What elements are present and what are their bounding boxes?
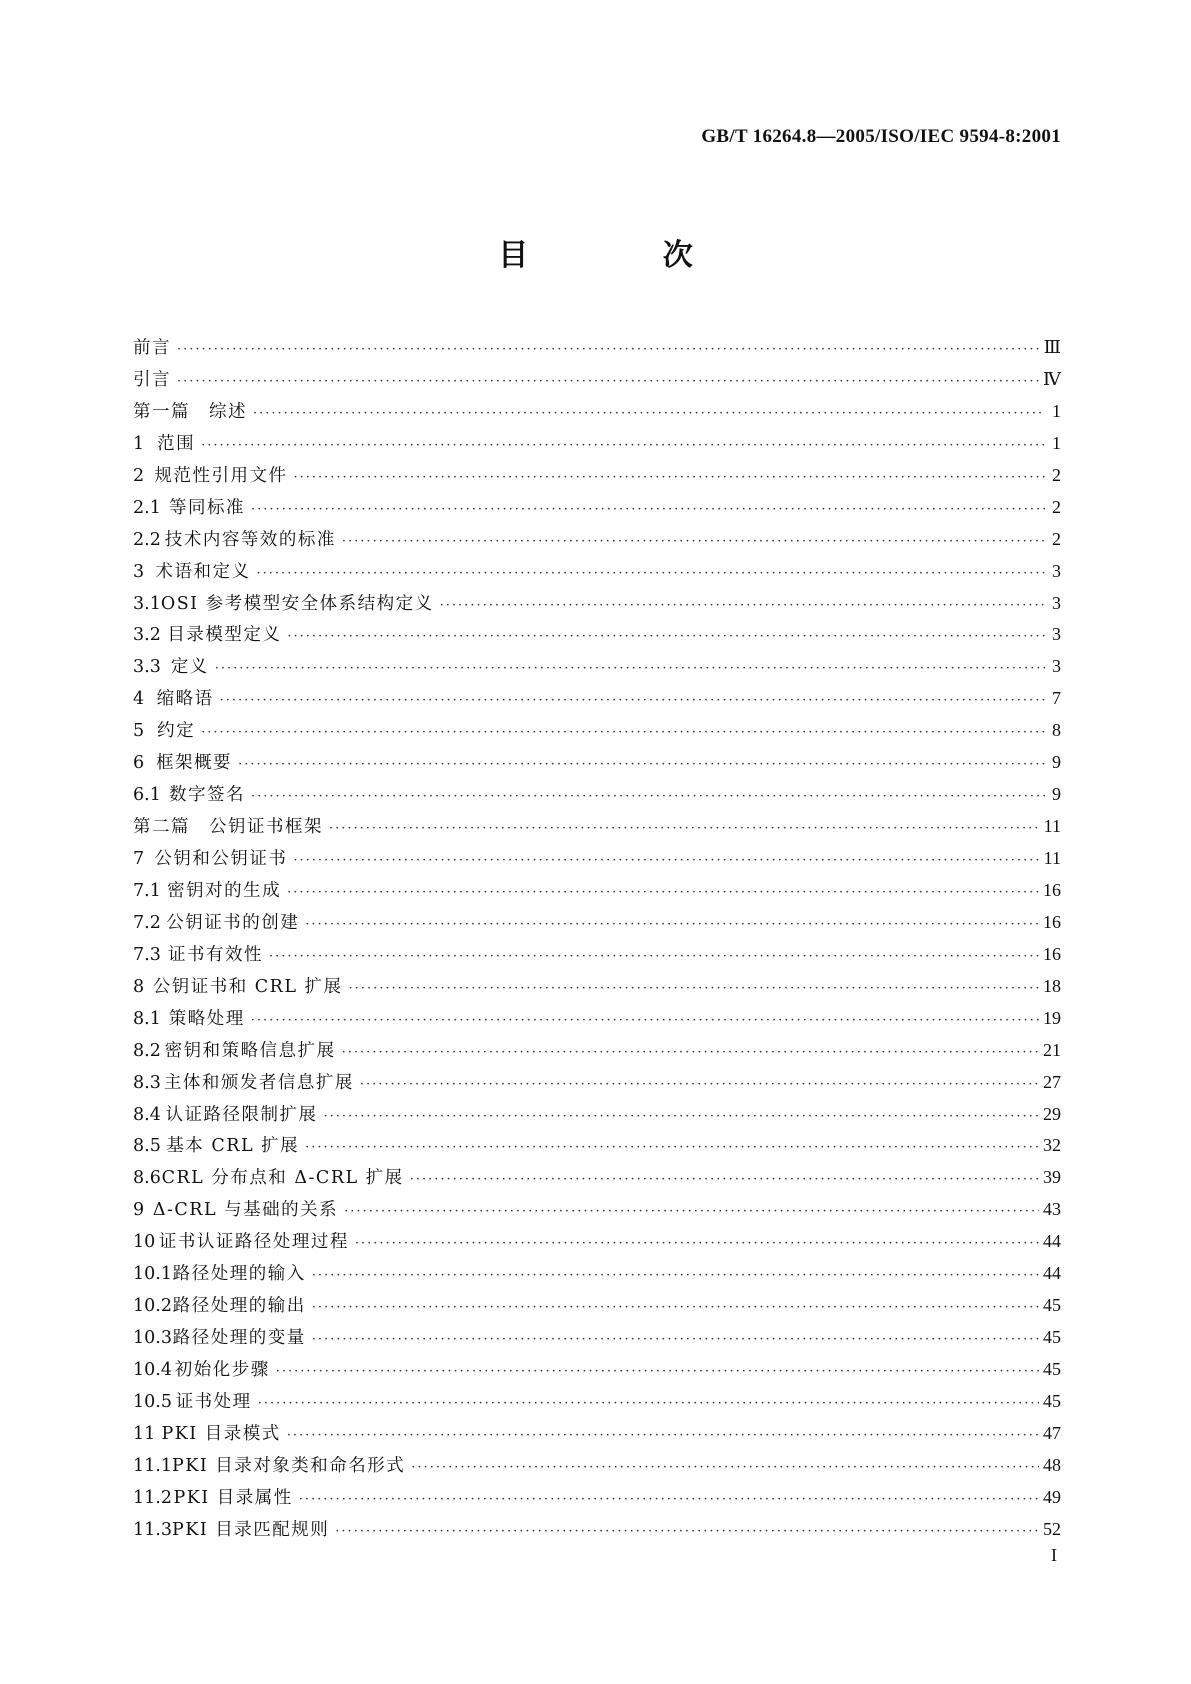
toc-leader-dots — [251, 494, 1045, 526]
toc-entry[interactable] — [133, 747, 1061, 779]
toc-entry-number: 3.2 — [133, 625, 161, 646]
toc-entry-page: Ⅲ — [1043, 337, 1061, 357]
toc-entry[interactable] — [133, 492, 1061, 524]
toc-leader-dots — [312, 1292, 1039, 1324]
toc-entry-label: 初始化步骤 — [174, 1360, 270, 1380]
toc-entry-page: 18 — [1043, 975, 1061, 996]
toc-entry-label: PKI 目录匹配规则 — [171, 1519, 330, 1540]
toc-entry-page: 45 — [1043, 1390, 1061, 1411]
toc-entry-label: 术语和定义 — [155, 561, 251, 582]
toc-entry-number: 11.1 — [133, 1455, 172, 1476]
toc-leader-dots — [342, 1037, 1039, 1069]
toc-entry[interactable] — [133, 715, 1061, 747]
toc-entry-page: 3 — [1052, 560, 1061, 581]
toc-entry-number: 1 — [133, 433, 145, 454]
toc-entry-number: 8.5 — [133, 1136, 161, 1157]
toc-entry[interactable] — [133, 332, 1061, 364]
toc-entry-number: 11.2 — [133, 1487, 172, 1508]
toc-entry-number: 10.4 — [133, 1360, 172, 1380]
toc-leader-dots — [257, 558, 1045, 590]
toc-entry-label: 路径处理的输入 — [172, 1264, 306, 1285]
toc-entry-number: 11 — [133, 1423, 156, 1444]
toc-entry[interactable] — [133, 1482, 1061, 1514]
toc-entry[interactable] — [133, 683, 1061, 715]
toc-entry-page: 2 — [1052, 464, 1061, 485]
toc-entry-label: 基本 CRL 扩展 — [166, 1136, 300, 1157]
toc-entry[interactable] — [133, 556, 1061, 588]
toc-entry[interactable] — [133, 1099, 1061, 1131]
toc-entry-number: 7.2 — [133, 912, 161, 933]
toc-entry-page: 49 — [1043, 1486, 1061, 1507]
toc-entry-page: 7 — [1052, 688, 1061, 709]
toc-entry-label: 数字签名 — [169, 785, 246, 806]
toc-entry[interactable] — [133, 1067, 1061, 1099]
toc-entry[interactable] — [133, 1130, 1061, 1162]
toc-leader-dots — [305, 909, 1039, 941]
toc-entry[interactable] — [133, 428, 1061, 460]
toc-entry-label: 定义 — [170, 657, 209, 678]
toc-entry-page: 2 — [1052, 496, 1061, 517]
toc-entry[interactable] — [133, 1354, 1061, 1386]
toc-leader-dots — [287, 1420, 1039, 1452]
toc-leader-dots — [287, 877, 1039, 909]
toc-entry-label: 路径处理的输出 — [172, 1296, 306, 1317]
toc-entry-number: 10.2 — [133, 1296, 172, 1317]
toc-entry[interactable] — [133, 1035, 1061, 1067]
toc-entry-label: PKI 目录属性 — [173, 1487, 293, 1508]
toc-leader-dots — [323, 1101, 1039, 1133]
toc-leader-dots — [349, 973, 1039, 1005]
toc-entry-page: 45 — [1043, 1295, 1061, 1316]
toc-leader-dots — [276, 1356, 1039, 1388]
toc-entry-label: PKI 目录对象类和命名形式 — [171, 1455, 406, 1476]
toc-entry-number: 3.1 — [133, 593, 161, 614]
toc-entry-label: PKI 目录模式 — [161, 1423, 281, 1444]
toc-entry-label: 策略处理 — [168, 1008, 245, 1029]
toc-leader-dots — [177, 366, 1039, 398]
toc-leader-dots — [258, 1388, 1039, 1420]
toc-entry[interactable] — [133, 1194, 1061, 1226]
toc-entry-number: 10 — [133, 1232, 156, 1253]
toc-leader-dots — [305, 1132, 1039, 1164]
toc-entry-page: 48 — [1043, 1454, 1061, 1475]
table-of-contents — [133, 332, 1061, 1546]
toc-entry-page: 44 — [1043, 1263, 1061, 1284]
toc-entry[interactable] — [133, 1450, 1061, 1482]
toc-entry-label: 密钥和策略信息扩展 — [164, 1040, 336, 1061]
toc-entry-label: 引言 — [133, 369, 171, 390]
toc-entry-number: 10.3 — [133, 1328, 172, 1349]
toc-entry-number: 8.4 — [133, 1104, 161, 1125]
toc-entry-page: 47 — [1043, 1422, 1061, 1443]
toc-leader-dots — [293, 462, 1045, 494]
toc-entry-label: Δ-CRL 与基础的关系 — [152, 1200, 339, 1221]
toc-entry-page: 16 — [1043, 943, 1061, 964]
toc-entry-page: 44 — [1043, 1231, 1061, 1252]
toc-entry[interactable] — [133, 875, 1061, 907]
toc-entry-page: 16 — [1043, 879, 1061, 900]
toc-leader-dots — [342, 526, 1045, 558]
toc-entry[interactable] — [133, 1514, 1061, 1546]
toc-entry-number: 7 — [133, 849, 145, 869]
toc-entry-label: 证书认证路径处理过程 — [158, 1232, 349, 1253]
toc-leader-dots — [344, 1196, 1039, 1228]
toc-leader-dots — [251, 1005, 1039, 1037]
toc-leader-dots — [220, 685, 1045, 717]
toc-entry-page: 11 — [1043, 816, 1061, 837]
toc-entry-number: 5 — [133, 721, 145, 742]
toc-entry[interactable] — [133, 396, 1061, 428]
toc-entry[interactable] — [133, 1226, 1061, 1258]
toc-entry[interactable] — [133, 1003, 1061, 1035]
toc-leader-dots — [335, 1516, 1039, 1548]
toc-entry-number: 2.2 — [133, 529, 161, 550]
toc-entry[interactable] — [133, 651, 1061, 683]
toc-entry-page: 27 — [1043, 1071, 1061, 1092]
page-number: I — [1051, 1545, 1057, 1565]
toc-entry[interactable] — [133, 524, 1061, 556]
toc-leader-dots — [215, 653, 1045, 685]
toc-entry-number: 6.1 — [133, 785, 161, 806]
toc-entry-page: 32 — [1043, 1135, 1061, 1156]
toc-entry-page: 45 — [1043, 1359, 1061, 1379]
toc-entry-page: 43 — [1043, 1199, 1061, 1220]
toc-entry-number: 3 — [133, 561, 145, 582]
toc-entry-page: 19 — [1043, 1007, 1061, 1028]
toc-entry-number: 9 — [133, 1200, 145, 1221]
toc-leader-dots — [201, 430, 1045, 462]
toc-entry[interactable] — [133, 939, 1061, 971]
toc-entry[interactable] — [133, 1386, 1061, 1418]
toc-entry-label: 证书处理 — [175, 1391, 252, 1412]
toc-entry-page: 3 — [1052, 656, 1061, 677]
toc-leader-dots — [201, 717, 1045, 749]
toc-entry-label: 证书有效性 — [167, 944, 263, 965]
toc-entry-page: 2 — [1052, 528, 1061, 549]
toc-entry-label: 等同标准 — [169, 497, 246, 518]
toc-entry-page: Ⅳ — [1043, 368, 1061, 389]
toc-entry[interactable] — [133, 588, 1061, 620]
toc-entry-number: 8 — [133, 976, 145, 997]
toc-leader-dots — [269, 941, 1039, 973]
toc-leader-dots — [329, 813, 1040, 845]
toc-leader-dots — [287, 621, 1045, 653]
toc-entry-label: 规范性引用文件 — [154, 465, 288, 486]
toc-entry[interactable] — [133, 1418, 1061, 1450]
toc-leader-dots — [299, 1484, 1039, 1516]
toc-leader-dots — [360, 1069, 1039, 1101]
toc-entry-label: OSI 参考模型安全体系结构定义 — [160, 593, 434, 614]
toc-entry-number: 8.1 — [133, 1008, 161, 1029]
toc-entry[interactable] — [133, 460, 1061, 492]
toc-entry-label: 前言 — [133, 338, 171, 358]
toc-entry[interactable] — [133, 1258, 1061, 1290]
toc-entry-number: 6 — [133, 753, 145, 774]
toc-entry-label: 第二篇 公钥证书框架 — [133, 817, 323, 838]
toc-entry-page: 21 — [1043, 1039, 1061, 1060]
toc-leader-dots — [410, 1164, 1039, 1196]
toc-leader-dots — [411, 1452, 1039, 1484]
toc-entry-page: 1 — [1052, 400, 1061, 421]
toc-entry-label: 技术内容等效的标准 — [164, 529, 336, 550]
toc-entry[interactable] — [133, 364, 1061, 396]
toc-entry-page: 1 — [1052, 432, 1061, 453]
toc-leader-dots — [251, 781, 1045, 813]
toc-entry-label: 目录模型定义 — [167, 625, 282, 646]
toc-entry[interactable] — [133, 971, 1061, 1003]
toc-entry-page: 52 — [1043, 1518, 1061, 1539]
toc-entry[interactable] — [133, 619, 1061, 651]
toc-entry-page: 3 — [1052, 592, 1061, 613]
toc-entry-page: 45 — [1043, 1327, 1061, 1348]
toc-leader-dots — [355, 1228, 1039, 1260]
standard-number: GB/T 16264.8—2005/ISO/IEC 9594-8:2001 — [701, 126, 1061, 147]
toc-entry-number: 10.1 — [133, 1264, 172, 1285]
toc-leader-dots — [312, 1260, 1039, 1292]
toc-entry-label: 密钥对的生成 — [167, 880, 282, 901]
toc-entry-label: 主体和颁发者信息扩展 — [163, 1072, 354, 1093]
toc-entry-number: 8.3 — [133, 1072, 161, 1093]
toc-entry-page: 39 — [1043, 1167, 1061, 1188]
page-title: 目 次 — [498, 238, 755, 273]
toc-entry[interactable] — [133, 1322, 1061, 1354]
toc-entry-page: 16 — [1043, 911, 1061, 932]
toc-entry-label: 范围 — [157, 433, 196, 454]
toc-entry-number: 11.3 — [133, 1519, 172, 1540]
toc-entry-number: 7.3 — [133, 944, 161, 965]
toc-leader-dots — [177, 334, 1040, 366]
toc-entry[interactable] — [133, 907, 1061, 939]
toc-entry-number: 7.1 — [133, 880, 161, 901]
toc-entry-page: 9 — [1052, 784, 1061, 805]
toc-leader-dots — [253, 398, 1045, 430]
toc-entry-label: 公钥证书和 CRL 扩展 — [152, 976, 343, 997]
toc-entry-number: 8.2 — [133, 1040, 161, 1061]
toc-leader-dots — [312, 1324, 1039, 1356]
toc-entry-page: 9 — [1052, 752, 1061, 773]
toc-entry-number: 4 — [133, 689, 145, 710]
toc-leader-dots — [238, 749, 1045, 781]
toc-leader-dots — [293, 845, 1039, 877]
toc-entry-page: 29 — [1043, 1103, 1061, 1124]
toc-entry-label: CRL 分布点和 Δ-CRL 扩展 — [161, 1168, 404, 1189]
toc-entry-number: 2.1 — [133, 497, 161, 518]
toc-entry-label: 公钥证书的创建 — [166, 912, 300, 933]
toc-entry-number: 8.6 — [133, 1168, 161, 1189]
toc-entry-number: 10.5 — [133, 1391, 172, 1412]
toc-leader-dots — [440, 590, 1045, 622]
toc-entry-label: 第一篇 综述 — [133, 401, 247, 422]
toc-entry-label: 缩略语 — [156, 689, 214, 710]
toc-entry-number: 3.3 — [133, 657, 161, 678]
toc-entry-page: 11 — [1043, 848, 1061, 868]
toc-entry[interactable] — [133, 1162, 1061, 1194]
toc-entry-page: 8 — [1052, 720, 1061, 741]
toc-entry-label: 约定 — [157, 721, 196, 742]
toc-entry[interactable] — [133, 811, 1061, 843]
toc-entry-page: 3 — [1052, 624, 1061, 645]
toc-entry-label: 路径处理的变量 — [172, 1328, 306, 1349]
toc-entry-label: 认证路径限制扩展 — [165, 1104, 318, 1125]
toc-entry-label: 框架概要 — [156, 753, 233, 774]
toc-entry[interactable] — [133, 1290, 1061, 1322]
toc-entry-number: 2 — [133, 465, 145, 486]
toc-entry-label: 公钥和公钥证书 — [154, 849, 288, 869]
toc-entry[interactable] — [133, 779, 1061, 811]
toc-entry[interactable] — [133, 843, 1061, 875]
